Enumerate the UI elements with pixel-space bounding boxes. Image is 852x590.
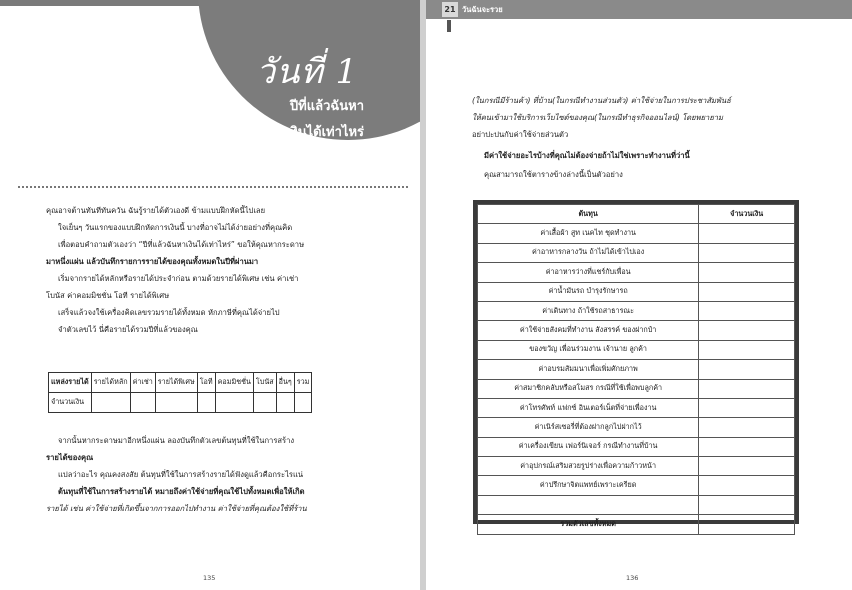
table-header-cell: ค่าเช่า [130, 373, 155, 393]
expense-table [477, 204, 795, 535]
table-cell [197, 393, 215, 413]
paragraph: รายได้ของคุณ [46, 453, 94, 462]
table-row [478, 224, 795, 243]
paragraph: อย่าปะปนกับค่าใช้จ่ายส่วนตัว [472, 130, 569, 139]
table-total-row [478, 515, 795, 534]
paragraph: คุณสามารถใช้ตารางข้างล่างนี้เป็นตัวอย่าง [484, 170, 623, 179]
expense-item: ค่าโทรศัพท์ แฟกซ์ อินเตอร์เน็ตที่จ่ายเพื่องาน [478, 398, 699, 417]
table-row-label: จำนวนเงิน [49, 393, 92, 413]
table-header-cell: รวม [294, 373, 312, 393]
table-row [478, 321, 795, 340]
table-row [478, 243, 795, 262]
expense-item [478, 495, 699, 514]
table-row [478, 457, 795, 476]
expense-amount-cell [699, 437, 795, 456]
table-header-item: ต้นทุน [478, 205, 699, 224]
paragraph: เพื่อตอบคำถามตัวเองว่า “ปีที่แล้วฉันหาเงินได้เท่าไหร่” ขอให้คุณหากระดาษ [58, 240, 305, 249]
expense-item: ค่าอบรมสัมมนาเพื่อเพิ่มศักยภาพ [478, 360, 699, 379]
table-header-cell: คอมมิชชั่น [215, 373, 253, 393]
table-row [478, 437, 795, 456]
expense-table-frame [473, 200, 799, 528]
dotted-divider [18, 186, 408, 188]
table-cell [91, 393, 130, 413]
table-row [478, 360, 795, 379]
expense-item: ค่าน้ำมันรถ บำรุงรักษารถ [478, 282, 699, 301]
expense-item: ค่าเครื่องเขียน เฟอร์นิเจอร์ กรณีทำงานที่บ้าน [478, 437, 699, 456]
expense-item: ค่าปรึกษาจิตแพทย์เพราะเครียด [478, 476, 699, 495]
expense-item: ค่าอาหารกลางวัน ถ้าไม่ได้เข้าไปเอง [478, 243, 699, 262]
table-header-row [478, 205, 795, 224]
subtitle-line-1: ปีที่แล้วฉันหา [289, 99, 364, 114]
total-amount-cell [699, 515, 795, 534]
table-row [478, 340, 795, 359]
table-cell [253, 393, 276, 413]
table-cell [276, 393, 294, 413]
expense-item: ของขวัญ เพื่อนร่วมงาน เจ้านาย ลูกค้า [478, 340, 699, 359]
expense-item: ค่าเนิร์สเซอรี่ที่ต้องฝากลูกไปฝากไว้ [478, 418, 699, 437]
table-cell [155, 393, 197, 413]
total-label: รวมตัวเลขทั้งหมด [478, 515, 699, 534]
paragraph: รายได้ เช่น ค่าใช้จ่ายที่เกิดขึ้นจากการออกไปทำงาน ค่าใช้จ่ายที่คุณต้องใช้ที่ร้าน [46, 504, 307, 513]
income-table [48, 372, 312, 413]
table-row [49, 393, 312, 413]
expense-item: ค่าเสื้อผ้า สูท เนคไท ชุดทำงาน [478, 224, 699, 243]
expense-amount-cell [699, 360, 795, 379]
chapter-title: วันที่ 1 [256, 52, 359, 92]
expense-amount-cell [699, 418, 795, 437]
table-header-cell: อื่นๆ [276, 373, 294, 393]
expense-amount-cell [699, 476, 795, 495]
expense-amount-cell [699, 321, 795, 340]
paragraph: ให้คนเข้ามาใช้บริการเว็บไซต์ของคุณ(ในกรณีทำธุรกิจออนไลน์) โดยพยายาม [472, 113, 724, 122]
table-cell [215, 393, 253, 413]
table-row [478, 379, 795, 398]
expense-amount-cell [699, 340, 795, 359]
table-header-cell: รายได้พิเศษ [155, 373, 197, 393]
table-header-cell: แหล่งรายได้ [49, 373, 92, 393]
paragraph: เสร็จแล้วจงใช้เครื่องคิดเลขรวมรายได้ทั้งหมด หักภาษีที่คุณได้จ่ายไป [58, 308, 280, 317]
table-row [49, 373, 312, 393]
paragraph: โบนัส ค่าคอมมิชชั่น โอที รายได้พิเศษ [46, 291, 170, 300]
paragraph: มีค่าใช้จ่ายอะไรบ้างที่คุณไม่ต้องจ่ายถ้าไม่ใช่เพราะทำงานที่ว่านี้ [484, 151, 690, 160]
expense-amount-cell [699, 263, 795, 282]
table-header-cell: โอที [197, 373, 215, 393]
expense-amount-cell [699, 243, 795, 262]
paragraph: เริ่มจากรายได้หลักหรือรายได้ประจำก่อน ตามด้วยรายได้พิเศษ เช่น ค่าเช่า [58, 274, 299, 283]
table-row [478, 476, 795, 495]
paragraph: คุณอาจต้านทันทีทันควัน ฉันรู้รายได้ตัวเองดี ข้ามแบบฝึกหัดนี้ไปเลย [46, 206, 266, 215]
expense-item: ค่าสมาชิกคลับหรือสโมสร กรณีที่ใช้เพื่อพบลูกค้า [478, 379, 699, 398]
paragraph: ใจเย็นๆ วันแรกของแบบฝึกหัดการเงินนี้ บางที่อาจไม่ได้ง่ายอย่างที่คุณคิด [58, 223, 293, 232]
expense-amount-cell [699, 379, 795, 398]
expense-amount-cell [699, 398, 795, 417]
left-page [0, 0, 420, 590]
table-header-amount: จำนวนเงิน [699, 205, 795, 224]
chapter-subtitle [250, 94, 364, 146]
page-number: 136 [626, 574, 639, 582]
table-row [478, 398, 795, 417]
paragraph: มาหนึ่งแผ่น แล้วบันทึกรายการรายได้ของคุณทั้งหมดในปีที่ผ่านมา [46, 257, 259, 266]
table-cell [294, 393, 312, 413]
table-row [478, 282, 795, 301]
bookmark-marker [447, 20, 451, 32]
page-number: 135 [203, 574, 216, 582]
expense-amount-cell [699, 495, 795, 514]
running-page-number: 21 [442, 2, 458, 17]
paragraph: จากนั้นหากระดาษมาอีกหนึ่งแผ่น ลองบันทึกตัวเลขต้นทุนที่ใช้ในการสร้าง [58, 436, 295, 445]
table-row [478, 301, 795, 320]
table-cell [130, 393, 155, 413]
paragraph: แปลว่าอะไร คุณคงสงสัย ต้นทุนที่ใช้ในการสร้างรายได้ฟังดูแล้วคือกระไรแน่ [58, 470, 304, 479]
expense-amount-cell [699, 457, 795, 476]
table-row [478, 418, 795, 437]
expense-item: ค่าอุปกรณ์เสริมสวยรูปร่างเพื่อความก้าวหน้า [478, 457, 699, 476]
right-page [426, 0, 852, 590]
table-row [478, 495, 795, 514]
table-header-cell: โบนัส [253, 373, 276, 393]
running-title: วันฉันจะรวย [462, 5, 503, 14]
paragraph: จำตัวเลขไว้ นี่คือรายได้รวมปีที่แล้วของคุณ [58, 325, 198, 334]
expense-item: ค่าอาหารว่างที่แชร์กับเพื่อน [478, 263, 699, 282]
paragraph: ต้นทุนที่ใช้ในการสร้างรายได้ หมายถึงค่าใช้จ่ายที่คุณใช้ไปทั้งหมดเพื่อให้เกิด [58, 487, 305, 496]
table-row [478, 263, 795, 282]
expense-amount-cell [699, 282, 795, 301]
table-header-cell: รายได้หลัก [91, 373, 130, 393]
expense-amount-cell [699, 301, 795, 320]
subtitle-line-2: เงินได้เท่าไหร่ [286, 125, 364, 140]
expense-amount-cell [699, 224, 795, 243]
paragraph: (ในกรณีมีร้านค้า) ที่บ้าน(ในกรณีทำงานส่วนตัว) ค่าใช้จ่ายในการประชาสัมพันธ์ [472, 96, 731, 105]
expense-item: ค่าใช้จ่ายสังคมที่ทำงาน สังสรรค์ ของฝากป๋า [478, 321, 699, 340]
expense-item: ค่าเดินทาง ถ้าใช้รถสาธารณะ [478, 301, 699, 320]
